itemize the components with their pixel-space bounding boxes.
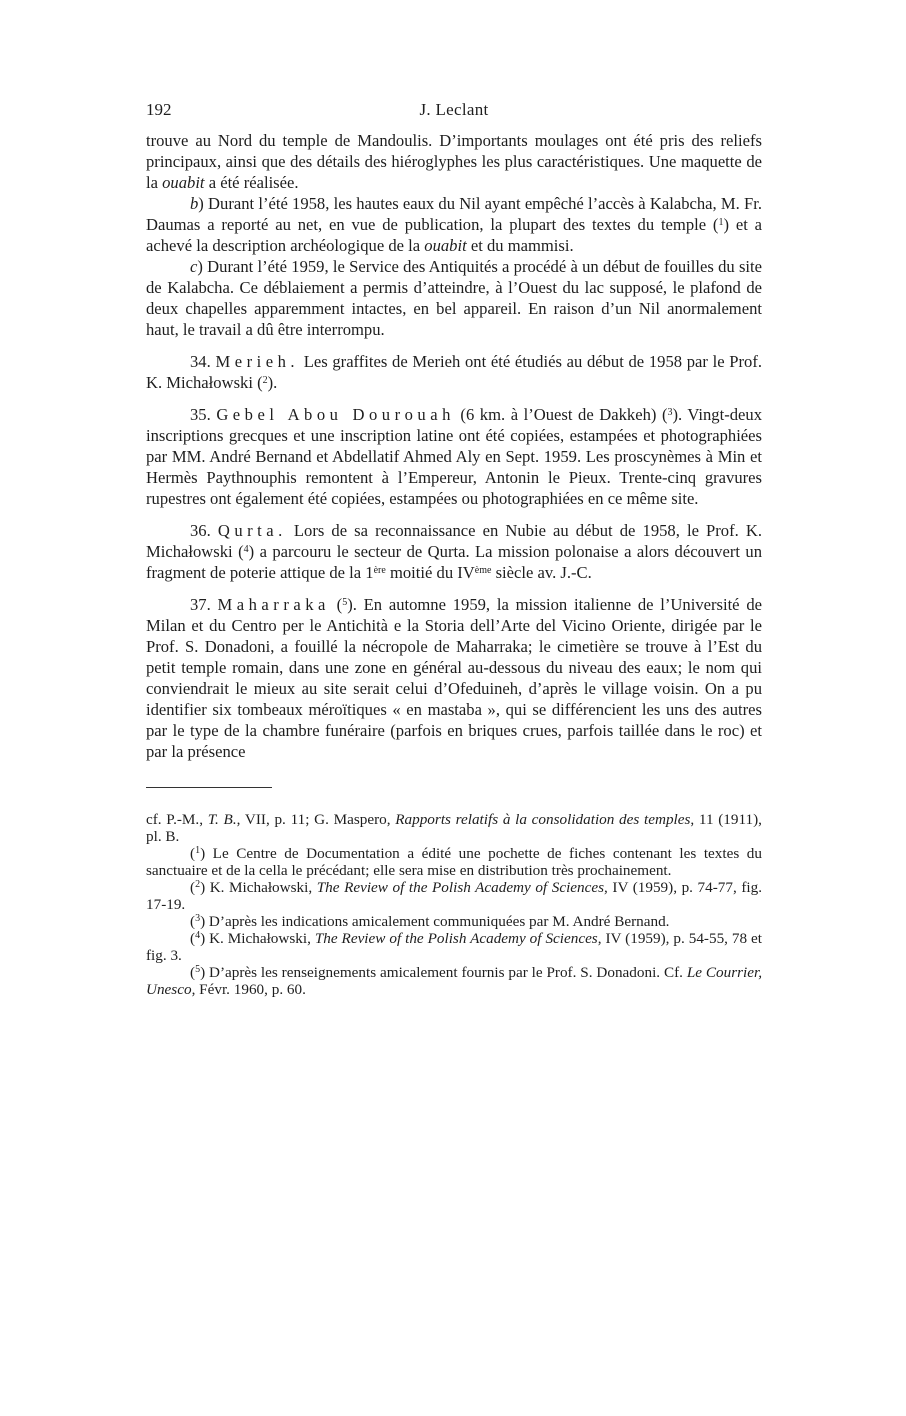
page bbox=[146, 100, 762, 998]
footnote-5: ($^5$) D’après les renseignements amicalement fournis par le Prof. S. Donadoni. Cf. Le Courrier, Unesco, Févr. 1960, p. 60. bbox=[146, 964, 763, 998]
footnote-continuation: cf. P.-M., T. B., VII, p. 11; G. Maspero, Rapports relatifs à la consolidation des temples, 11 (1911), pl. B. bbox=[146, 811, 762, 845]
footnote-separator bbox=[146, 787, 272, 788]
body-text bbox=[146, 130, 762, 762]
footnote-2: ($^2$) K. Michałowski, The Review of the Polish Academy of Sciences, IV (1959), p. 74-77, fig. 17-19. bbox=[146, 879, 762, 913]
footnote-ref: 2 bbox=[262, 375, 268, 386]
footnote-1: ($^1$) Le Centre de Documentation a édité une pochette de fiches contenant les textes du sanctuaire et de la cella le précédant; elle sera mise en distribution très prochainement. bbox=[146, 845, 762, 879]
footnotes bbox=[146, 811, 762, 998]
footnote-4: ($^4$) K. Michałowski, The Review of the Polish Academy of Sciences, IV (1959), p. 54-55, 78 et fig. 3. bbox=[146, 930, 762, 964]
section-35: 35. Gebel Abou Dourouah (6 km. à l’Ouest de Dakkeh) ($^3$). Vingt-deux inscriptions grecques et une inscription latine ont été copiées, estampées et photographiées par MM. André Bernand et Abdellatif Ahmed Aly en Sept. 1959. Les proscynèmes à Min et Hermès Paythnouphis remontent à l’Empereur, Antonin le Pieux. Trente-cinq gravures rupestres ont également été copiées, estampées ou photographiées en ce même site. bbox=[146, 405, 762, 508]
site-name: Maharraka bbox=[217, 595, 330, 614]
footnote-ref: 3 bbox=[667, 407, 673, 418]
running-head bbox=[146, 100, 762, 130]
section-34: 34. Merieh. Les graffites de Merieh ont été étudiés au début de 1958 par le Prof. K. Michałowski ($^2$). bbox=[146, 352, 762, 392]
paragraph-c: c) Durant l’été 1959, le Service des Antiquités a procédé à un début de fouilles du site de Kalabcha. Ce déblaiement a permis d’atteindre, à l’Ouest du lac supposé, le plafond de deux chapelles apparemment intactes, en bel appareil. En raison d’un Nil anormalement haut, le travail a dû être interrompu. bbox=[146, 257, 762, 339]
site-name: Qurta. bbox=[217, 521, 287, 540]
section-37: 37. Maharraka ($^5$). En automne 1959, la mission italienne de l’Université de Milan et du Centro per le Antichità e la Storia dell’Arte del Vicino Oriente, dirigée par le Prof. S. Donadoni, a fouillé la nécropole de Maharraka; le cimetière se trouve à l’Est du petit temple romain, dans une zone en général au-dessous du niveau des eaux; le nom qui conviendrait le mieux au site serait celui d’Ofeduineh, d’après le village voisin. On a pu identifier six tombeaux méroïtiques « en mastaba », qui se différencient les uns des autres par le type de la chambre funéraire (parfois en briques crues, parfois taillée dans le roc) et par la présence bbox=[146, 595, 762, 761]
footnote-3: ($^3$) D’après les indications amicalement communiquées par M. André Bernand. bbox=[190, 913, 670, 930]
paragraph-b: b) Durant l’été 1958, les hautes eaux du Nil ayant empêché l’accès à Kalabcha, M. Fr. Daumas a reporté au net, en vue de publication, la plupart des textes du temple ($^1$) et a achevé la description archéologique de la ouabit et du mammisi. bbox=[146, 194, 762, 255]
site-name: Merieh. bbox=[215, 352, 300, 371]
running-head-author: J. Leclant bbox=[419, 100, 489, 119]
site-name: Gebel Abou Dourouah bbox=[216, 405, 455, 424]
section-36: 36. Qurta. Lors de sa reconnaissance en Nubie au début de 1958, le Prof. K. Michałowski ($^4$) a parcouru le secteur de Qurta. La mission polonaise a alors découvert un fragment de poterie attique de la 1ère moitié du IVème siècle av. J.-C. bbox=[146, 521, 762, 582]
footnote-ref: 5 bbox=[342, 597, 348, 608]
footnote-ref: 4 bbox=[243, 544, 249, 555]
page-number: 192 bbox=[146, 100, 172, 119]
paragraph-continuation: trouve au Nord du temple de Mandoulis. D’importants moulages ont été pris des reliefs principaux, ainsi que des détails des hiéroglyphes les plus caractéristiques. Une maquette de la ouabit a été réalisée. bbox=[146, 131, 762, 192]
footnote-ref: 1 bbox=[718, 217, 724, 228]
